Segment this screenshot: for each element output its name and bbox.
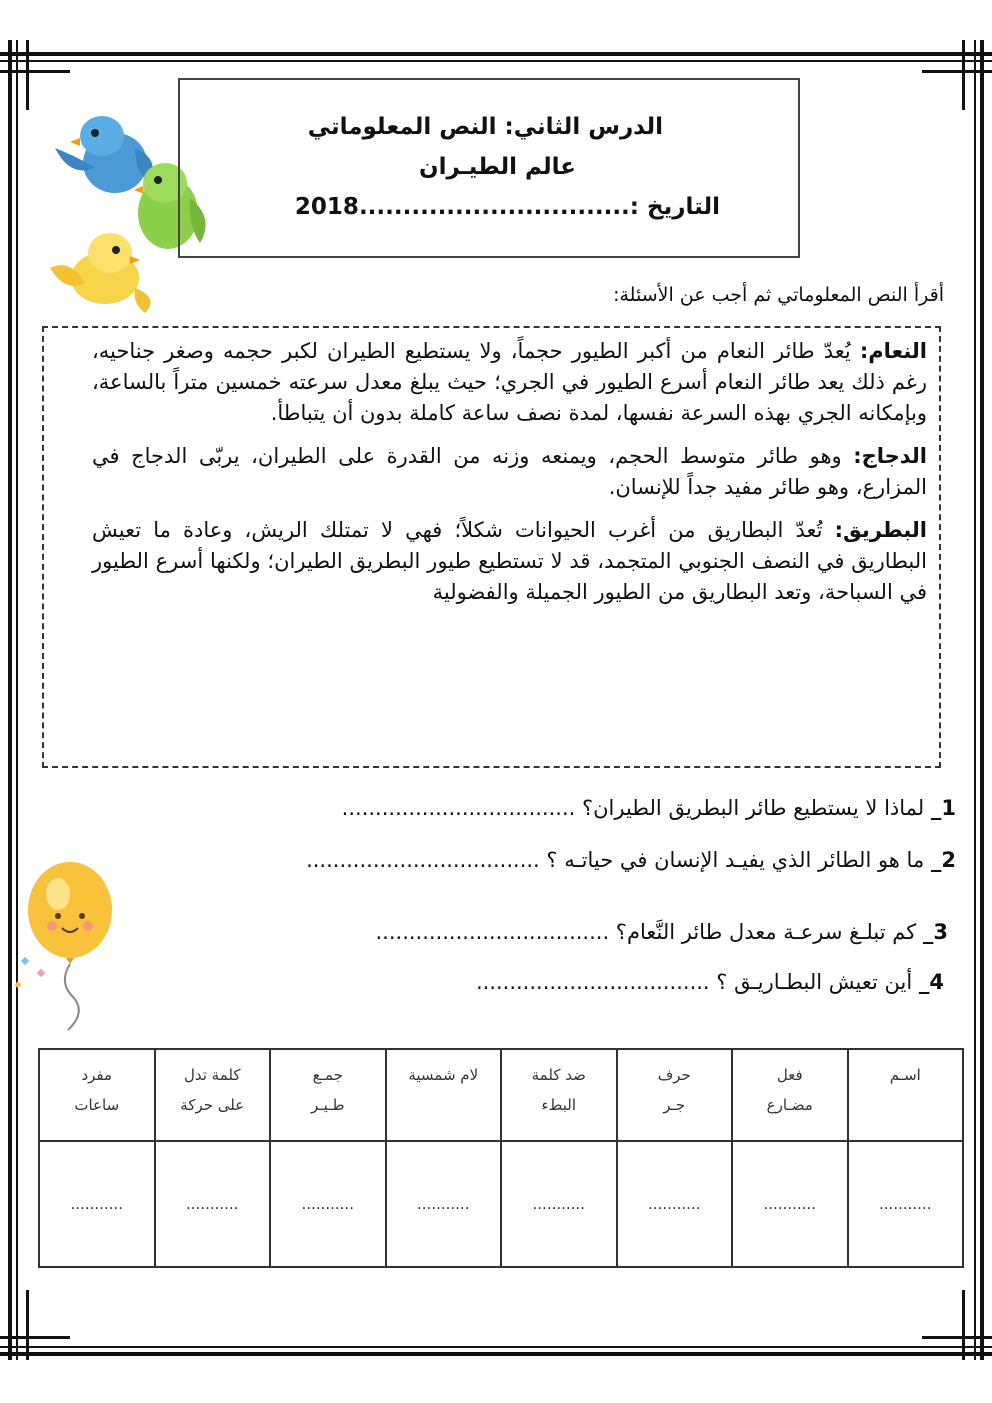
frame-top-line — [0, 52, 992, 56]
header-line: جـر — [663, 1096, 686, 1114]
yellow-bird-icon — [50, 233, 151, 313]
table-header-cell — [155, 1049, 271, 1141]
answer-cell[interactable]: ........... — [270, 1141, 386, 1267]
question-text: كم تبلـغ سرعـة معدل طائر النَّعام؟ ................................... — [375, 920, 923, 944]
header-line: كلمة تدل — [183, 1066, 241, 1084]
header-line: لام شمسية — [408, 1066, 479, 1084]
table-header-cell — [848, 1049, 964, 1141]
table-header-cell — [270, 1049, 386, 1141]
answer-cell[interactable]: ........... — [39, 1141, 155, 1267]
corner-br-h — [922, 1336, 992, 1339]
paragraph-term: البطريق: — [834, 518, 927, 542]
question-number: 3_ — [922, 920, 948, 944]
frame-left-line-inner — [16, 40, 18, 1360]
corner-tr-h — [922, 70, 992, 73]
header-line: حرف — [657, 1066, 691, 1084]
corner-bl-v — [26, 1290, 29, 1360]
question-2[interactable] — [306, 848, 956, 872]
corner-bl-h — [0, 1336, 70, 1339]
paragraph-term: الدجاج: — [853, 444, 927, 468]
instruction-text: أقرأ النص المعلوماتي ثم أجب عن الأسئلة: — [613, 284, 944, 306]
paragraph-body: تُعدّ البطاريق من أغرب الحيوانات شكلاً؛ فهي لا تمتلك الريش، وعادة ما تعيش البطاريق في النصف الجنوبي المتجمد، قد لا تستطيع طيور البطريق الطيران؛ ولكنها أسرع الطيور في السباحة، وتعد البطاريق من الطيور الجميلة والفضولية — [92, 518, 927, 604]
paragraph-ostrich — [92, 336, 927, 429]
table-header-cell — [386, 1049, 502, 1141]
answer-cell[interactable]: ........... — [155, 1141, 271, 1267]
question-text: ما هو الطائر الذي يفيـد الإنسان في حياتـه ؟ ................................... — [306, 848, 931, 872]
header-line: اسـم — [889, 1066, 921, 1084]
lesson-title: الدرس الثاني: النص المعلوماتي — [307, 114, 663, 140]
frame-right-line-inner — [974, 40, 976, 1360]
table-header-cell — [39, 1049, 155, 1141]
header-line: طـيـر — [310, 1096, 345, 1114]
date-field[interactable]: التاريخ :...............................2018 — [294, 194, 720, 220]
answer-cell[interactable]: ........... — [501, 1141, 617, 1267]
question-number: 4_ — [918, 970, 944, 994]
topic-title: عالم الطيـران — [418, 154, 576, 180]
question-4[interactable] — [476, 970, 944, 994]
header-line: ضد كلمة — [531, 1066, 586, 1084]
question-number: 2_ — [930, 848, 956, 872]
corner-br-v — [962, 1290, 965, 1360]
paragraph-chicken — [92, 441, 927, 503]
header-line: البطء — [541, 1096, 577, 1114]
frame-top-line-inner — [0, 60, 992, 62]
table-header-cell — [617, 1049, 733, 1141]
paragraph-term: النعام: — [859, 339, 927, 363]
frame-left-line — [8, 40, 12, 1360]
frame-bottom-line-inner — [0, 1346, 992, 1348]
table-answer-row — [39, 1141, 963, 1267]
balloon-illustration — [8, 858, 118, 1038]
table-header-cell — [732, 1049, 848, 1141]
corner-tr-v — [962, 40, 965, 110]
blue-bird-icon — [55, 116, 153, 193]
corner-tl-h — [0, 70, 70, 73]
table-header-row — [39, 1049, 963, 1141]
header-line: على حركة — [180, 1096, 245, 1114]
header-line: ساعات — [74, 1096, 120, 1114]
header-line: مضـارع — [766, 1096, 813, 1114]
frame-right-line — [980, 40, 984, 1360]
answer-cell[interactable]: ........... — [848, 1141, 964, 1267]
corner-tl-v — [26, 40, 29, 110]
frame-bottom-line — [0, 1352, 992, 1356]
paragraph-body: يُعدّ طائر النعام من أكبر الطيور حجماً، ولا يستطيع الطيران لكبر حجمه وصغر جناحيه، رغم ذلك يعد طائر النعام أسرع الطيور في الجري؛ حيث يبلغ معدل سرعته خمسين متراً بالساعة، وبإمكانه الجري بهذه السرعة نفسها، لمدة نصف ساعة كاملة بدون أن يتباطأ. — [92, 339, 927, 425]
paragraph-penguin — [92, 515, 927, 608]
question-text: لماذا لا يستطيع طائر البطريق الطيران؟ ................................... — [341, 796, 931, 820]
table-header-cell — [501, 1049, 617, 1141]
question-3[interactable] — [376, 920, 949, 944]
grammar-table — [38, 1048, 964, 1268]
header-line: جمـع — [312, 1066, 343, 1084]
header-line: فعل — [776, 1066, 803, 1084]
question-number: 1_ — [930, 796, 956, 820]
answer-cell[interactable]: ........... — [732, 1141, 848, 1267]
question-1[interactable] — [342, 796, 956, 820]
title-box — [178, 78, 800, 258]
paragraph-body: وهو طائر متوسط الحجم، ويمنعه وزنه من القدرة على الطيران، يربّى الدجاج في المزارع، وهو طائر مفيد جداً للإنسان. — [92, 444, 927, 499]
balloon-icon — [14, 862, 112, 1030]
answer-cell[interactable]: ........... — [617, 1141, 733, 1267]
informational-text-box — [42, 326, 941, 768]
header-line: مفرد — [81, 1066, 113, 1084]
question-text: أين تعيش البطـاريـق ؟ ................................... — [475, 970, 919, 994]
answer-cell[interactable]: ........... — [386, 1141, 502, 1267]
